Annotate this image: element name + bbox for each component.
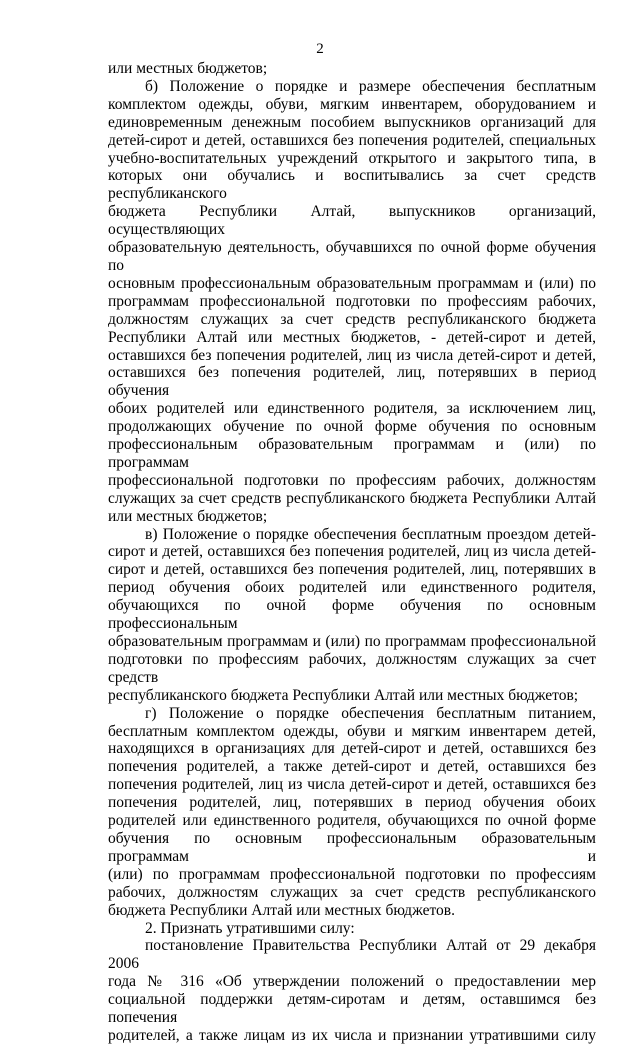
paragraph-p2-line-4: обучающихся по очной форме обучения по основным профессиональным (108, 597, 596, 633)
paragraph-p2-line-2: сирот и детей, оставшихся без попечения родителей, лиц, потерявших в (108, 561, 596, 579)
paragraph-p3-line-7: обучения по основным профессиональным образовательным программам и (108, 829, 596, 865)
paragraph-p3-line-6: родителей или единственного родителя, обучающихся по очной форме (108, 812, 596, 830)
paragraph-p1-line-8: основным профессиональным образовательным программам и (или) по (108, 274, 596, 292)
paragraph-p2-line-3: период обучения обоих родителей или единственного родителя, (108, 579, 596, 597)
paragraph-p1-line-17: профессиональной подготовки по профессиям рабочих, должностям (108, 471, 596, 489)
paragraph-p1-line-19: или местных бюджетов; (108, 507, 268, 525)
paragraph-p3-line-1: бесплатным комплектом одежды, обуви и мягким инвентарем детей, (108, 722, 596, 740)
paragraph-p1-line-15: продолжающих обучение по очной форме обучения по основным (108, 418, 596, 436)
paragraph-p1-line-16: профессиональным образовательным программам и (или) по программам (108, 436, 596, 471)
paragraph-p3-line-8: (или) по программам профессиональной подготовки по профессиям (108, 865, 596, 883)
paragraph-p1-line-11: Республики Алтай или местных бюджетов, - детей-сирот и детей, (108, 328, 596, 346)
paragraph-p1-line-2: единовременным денежным пособием выпускников организаций для (108, 113, 596, 131)
paragraph-p1-line-6: бюджета Республики Алтай, выпускников организаций, осуществляющих (108, 203, 596, 239)
paragraph-p1-line-12: оставшихся без попечения родителей, лиц из числа детей-сирот и детей, (108, 346, 596, 364)
paragraph-p3-line-9: рабочих, должностям служащих за счет средств республиканского (108, 883, 596, 901)
paragraph-p1-line-10: должностям служащих за счет средств республиканского бюджета (108, 310, 596, 328)
paragraph-p3-line-5: попечения родителей, лиц, потерявших в период обучения обоих (108, 794, 596, 812)
paragraph-p3-line-2: находящихся в организациях для детей-сирот и детей, оставшихся без (108, 740, 596, 758)
paragraph-p4-line-0: 2. Признать утратившими силу: (145, 919, 355, 937)
paragraph-p1-line-18: служащих за счет средств республиканского бюджета Республики Алтай (108, 489, 596, 507)
paragraph-p5-line-3: родителей, а также лицам из их числа и признании утратившими силу (108, 1026, 596, 1044)
paragraph-p1-line-3: детей-сирот и детей, оставшихся без попечения родителей, специальных (108, 131, 596, 149)
paragraph-p2-line-5: образовательным программам и (или) по программам профессиональной (108, 633, 596, 650)
paragraph-p2-line-6: подготовки по профессиям рабочих, должностям служащих за счет средств (108, 650, 596, 686)
paragraph-p2-line-1: сирот и детей, оставшихся без попечения родителей, лиц из числа детей- (108, 543, 596, 561)
document-body (108, 60, 596, 1045)
paragraph-p1-line-9: программам профессиональной подготовки по профессиям рабочих, (108, 292, 596, 310)
paragraph-p5-line-1: года № 316 «Об утверждении положений о предоставлении мер (108, 973, 596, 991)
paragraph-p2-line-0: в) Положение о порядке обеспечения бесплатным проездом детей- (145, 525, 596, 543)
paragraph-p1-line-14: обоих родителей или единственного родителя, за исключением лиц, (108, 400, 596, 418)
paragraph-p5-line-0: постановление Правительства Республики Алтай от 29 декабря 2006 (108, 937, 596, 973)
paragraph-p5-line-2: социальной поддержки детям-сиротам и детям, оставшимся без попечения (108, 991, 596, 1027)
paragraph-p1-line-1: комплектом одежды, обуви, мягким инвентарем, оборудованием и (108, 95, 596, 113)
paragraph-p1-line-5: которых они обучались и воспитывались за счет средств республиканского (108, 167, 596, 203)
page-number: 2 (316, 41, 324, 57)
paragraph-p3-line-4: попечения родителей, лиц из числа детей-сирот и детей, оставшихся без (108, 776, 596, 794)
paragraph-p3-line-10: бюджета Республики Алтай или местных бюджетов. (108, 901, 455, 919)
paragraph-p1-line-4: учебно-воспитательных учреждений открытого и закрытого типа, в (108, 149, 596, 167)
paragraph-p2-line-7: республиканского бюджета Республики Алтай или местных бюджетов; (108, 686, 579, 704)
paragraph-p0-line-0: или местных бюджетов; (108, 60, 268, 77)
paragraph-p1-line-13: оставшихся без попечения родителей, лиц, потерявших в период обучения (108, 364, 596, 400)
paragraph-p1-line-0: б) Положение о порядке и размере обеспечения бесплатным (145, 77, 596, 95)
paragraph-p3-line-0: г) Положение о порядке обеспечения бесплатным питанием, (145, 704, 596, 722)
paragraph-p1-line-7: образовательную деятельность, обучавшихся по очной форме обучения по (108, 239, 596, 274)
paragraph-p3-line-3: попечения родителей, а также детей-сирот и детей, оставшихся без (108, 758, 596, 776)
